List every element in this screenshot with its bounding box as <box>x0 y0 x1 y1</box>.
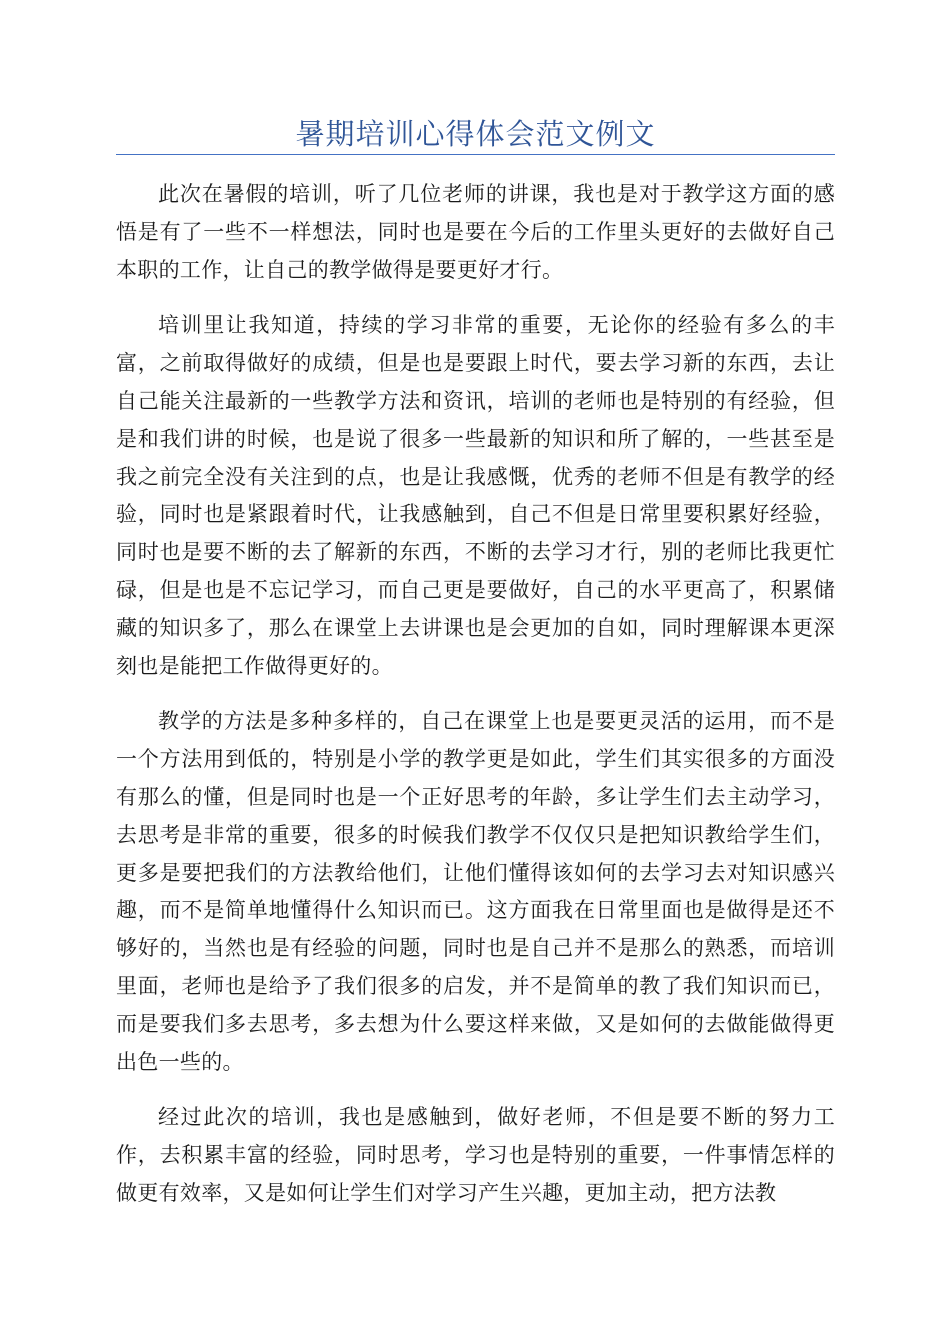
document-body <box>116 176 835 1231</box>
document-title: 暑期培训心得体会范文例文 <box>295 117 656 151</box>
paragraph-3: 教学的方法是多种多样的，自己在课堂上也是要更灵活的运用，而不是一个方法用到低的，特别是小学的教学更是如此，学生们其实很多的方面没有那么的懂，但是同时也是一个正好思考的年龄，多让学生们去主动学习，去思考是非常的重要，很多的时候我们教学不仅仅只是把知识教给学生们，更多是要把我们的方法教给他们，让他们懂得该如何的去学习去对知识感兴趣，而不是简单地懂得什么知识而已。这方面我在日常里面也是做得是还不够好的，当然也是有经验的问题，同时也是自己并不是那么的熟悉，而培训里面，老师也是给予了我们很多的启发，并不是简单的教了我们知识而已，而是要我们多去思考，多去想为什么要这样来做，又是如何的去做能做得更出色一些的。 <box>116 709 835 1074</box>
paragraph-4: 经过此次的培训，我也是感触到，做好老师，不但是要不断的努力工作，去积累丰富的经验，同时思考，学习也是特别的重要，一件事情怎样的做更有效率，又是如何让学生们对学习产生兴趣，更加主动，把方法教 <box>116 1105 835 1205</box>
paragraph-1: 此次在暑假的培训，听了几位老师的讲课，我也是对于教学这方面的感悟是有了一些不一样想法，同时也是要在今后的工作里头更好的去做好自己本职的工作，让自己的教学做得是要更好才行。 <box>116 182 835 282</box>
title-underline <box>116 154 835 155</box>
paragraph-2: 培训里让我知道，持续的学习非常的重要，无论你的经验有多么的丰富，之前取得做好的成绩，但是也是要跟上时代，要去学习新的东西，去让自己能关注最新的一些教学方法和资讯，培训的老师也是特别的有经验，但是和我们讲的时候，也是说了很多一些最新的知识和所了解的，一些甚至是我之前完全没有关注到的点，也是让我感慨，优秀的老师不但是有教学的经验，同时也是紧跟着时代，让我感触到，自己不但是日常里要积累好经验，同时也是要不断的去了解新的东西，不断的去学习才行，别的老师比我更忙碌，但是也是不忘记学习，而自己更是要做好，自己的水平更高了，积累储藏的知识多了，那么在课堂上去讲课也是会更加的自如，同时理解课本更深刻也是能把工作做得更好的。 <box>116 313 835 678</box>
